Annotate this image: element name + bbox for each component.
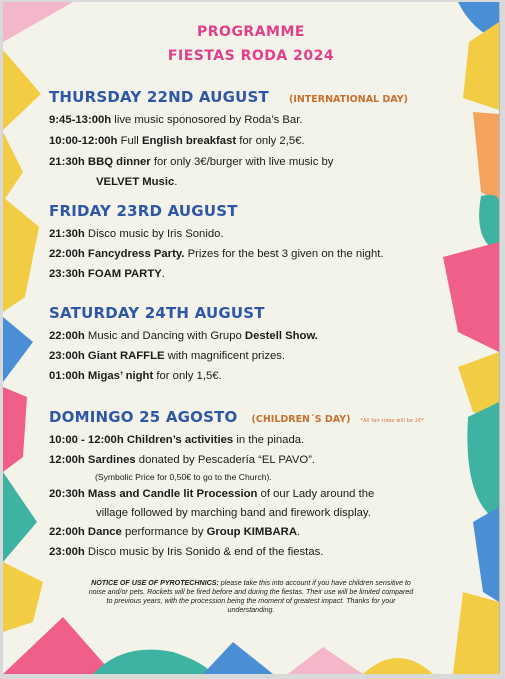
sardines-price-note: (Symbolic Price for 0,50€ to go to the Church). xyxy=(95,472,272,482)
event-highlight: Group KIMBARA xyxy=(206,526,297,538)
event-time: 10:00-12:00h xyxy=(49,135,118,147)
event-time: 22:00h xyxy=(49,526,85,538)
sunday-event-3 xyxy=(49,488,374,500)
event-time: 22:00h xyxy=(49,248,85,260)
notice-line: understanding. xyxy=(227,606,275,614)
saturday-event-3 xyxy=(49,370,222,382)
thursday-event-3-cont xyxy=(96,176,177,188)
event-text: . xyxy=(161,268,165,280)
event-time: 12:00h xyxy=(49,454,85,466)
thursday-event-2 xyxy=(49,135,305,147)
programme-content xyxy=(3,2,499,674)
sunday-event-4 xyxy=(49,526,300,538)
sunday-heading xyxy=(49,408,424,426)
event-highlight: Migas’ night xyxy=(84,370,154,382)
event-highlight: VELVET Music xyxy=(96,176,175,188)
event-highlight: Destell Show. xyxy=(244,330,318,342)
childrens-day-tag: (CHILDREN´S DAY) xyxy=(251,414,351,425)
event-highlight: Dance xyxy=(84,526,122,538)
friday-event-2 xyxy=(49,248,384,260)
event-text: . xyxy=(174,176,178,188)
fiestas-title: FIESTAS RODA 2024 xyxy=(167,48,335,64)
event-highlight: Sardines xyxy=(84,454,136,466)
notice-title: NOTICE OF USE OF PYROTECHNICS: xyxy=(91,579,219,587)
programme-title: PROGRAMME xyxy=(197,24,305,40)
saturday-heading: SATURDAY 24TH AUGUST xyxy=(49,304,265,322)
event-highlight: Giant RAFFLE xyxy=(84,350,165,362)
friday-event-3 xyxy=(49,268,165,280)
sunday-heading-text: DOMINGO 25 AGOSTO xyxy=(49,408,238,426)
event-text: performance by xyxy=(121,526,207,538)
event-time: 23:30h xyxy=(49,268,85,280)
event-text: live music sponosored by Roda’s Bar. xyxy=(111,114,303,126)
notice-line: noise and/or pets. Rockets will be fired before and during the fiestas. Their use will be limited compared xyxy=(88,588,414,596)
sunday-event-2 xyxy=(49,454,315,466)
event-text: for only 2,5€. xyxy=(236,135,305,147)
thursday-heading-text: THURSDAY 22ND AUGUST xyxy=(49,88,269,106)
event-time: 20:30h xyxy=(49,488,85,500)
event-highlight: Fancydress Party. xyxy=(84,248,185,260)
event-text: Prizes for the best 3 given on the night. xyxy=(184,248,384,260)
event-text: in the pinada. xyxy=(233,434,305,446)
thursday-heading xyxy=(49,88,408,106)
international-day-tag: (INTERNATIONAL DAY) xyxy=(288,94,408,105)
event-text: . xyxy=(296,526,301,538)
event-time: 10:00 - 12:00h xyxy=(49,434,124,446)
sunday-event-3-cont: village followed by marching band and firework display. xyxy=(96,507,371,519)
sunday-event-5 xyxy=(49,546,323,558)
thursday-event-1 xyxy=(49,114,302,126)
saturday-event-2 xyxy=(49,350,285,362)
event-text: donated by Pescadería “EL PAVO”. xyxy=(135,454,316,466)
event-time: 23:00h xyxy=(49,350,85,362)
fair-rides-note: *All fair rides will be 2€* xyxy=(360,419,424,424)
notice-line: please take this into account if you have children sensitive to xyxy=(218,579,411,587)
event-text: Disco music by Iris Sonido & end of the fiestas. xyxy=(84,546,324,558)
pyrotechnics-notice xyxy=(55,579,447,615)
friday-event-1 xyxy=(49,228,224,240)
event-time: 01:00h xyxy=(49,370,85,382)
event-time: 9:45-13:00h xyxy=(49,114,112,126)
event-text: Music and Dancing with Grupo xyxy=(84,330,245,342)
event-time: 21:30h xyxy=(49,156,85,168)
event-text: with magnificent prizes. xyxy=(164,350,286,362)
event-time: 22:00h xyxy=(49,330,85,342)
friday-heading: FRIDAY 23RD AUGUST xyxy=(49,202,238,220)
poster-page xyxy=(3,2,500,674)
event-text: for only 3€/burger with live music by xyxy=(150,156,334,168)
event-highlight: BBQ dinner xyxy=(84,156,151,168)
event-highlight: Mass and Candle lit Procession xyxy=(84,488,258,500)
event-highlight: Children’s activities xyxy=(123,434,234,446)
event-highlight: English breakfast xyxy=(141,135,237,147)
event-text: of our Lady around the xyxy=(257,488,375,500)
notice-line: to previous years, with the procession being the moment of greatest impact. Thanks for your xyxy=(106,597,396,605)
event-time: 23:00h xyxy=(49,546,85,558)
thursday-event-3 xyxy=(49,156,333,168)
event-text: Full xyxy=(117,135,142,147)
event-highlight: FOAM PARTY xyxy=(84,268,162,280)
sunday-event-1 xyxy=(49,434,304,446)
event-time: 21:30h xyxy=(49,228,85,240)
event-text: Disco music by Iris Sonido. xyxy=(84,228,224,240)
event-text: for only 1,5€. xyxy=(153,370,222,382)
saturday-event-1 xyxy=(49,330,318,342)
